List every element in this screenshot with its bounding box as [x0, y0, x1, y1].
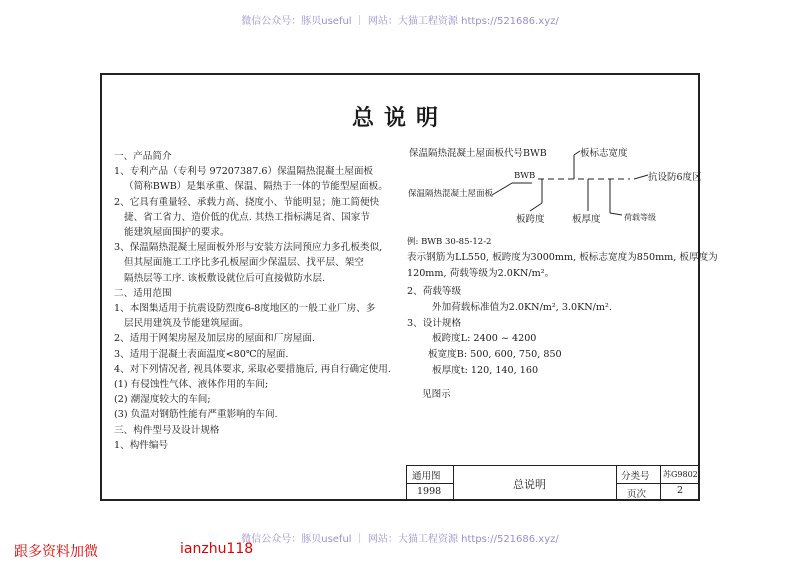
example-line: 120mm, 荷载等级为2.0KN/m²。	[407, 268, 555, 279]
text-line: 捷、省工省力、造价低的优点. 其热工指标满足省、国家节	[124, 211, 370, 223]
text-line: 3、适用于混凝土表面温度<80℃的屋面.	[114, 348, 289, 360]
seismic-label: 抗设防6度区	[648, 172, 702, 183]
promo-left: 跟多资料加微	[14, 544, 98, 560]
bwb-code: BWB	[514, 171, 536, 181]
spec-span: 板跨度L: 2400 ~ 4200	[432, 333, 537, 344]
page-title: 总说明	[351, 105, 448, 131]
atlas-label: 通用图	[412, 471, 441, 482]
text-line: (1) 有侵蚀性气体、液体作用的车间;	[114, 379, 269, 391]
spec-width: 板宽度B: 500, 600, 750, 850	[428, 349, 562, 360]
title-block	[406, 465, 700, 501]
text-line: 1、本图集适用于抗震设防烈度6-8度地区的一般工业厂房、多	[114, 303, 376, 315]
load-label: 荷载等级	[624, 213, 656, 222]
section-heading: 二、适用范围	[114, 287, 172, 299]
category-value: 苏G9802	[663, 470, 698, 479]
section-heading: 一、产品简介	[114, 151, 172, 162]
text-line: (2) 潮湿度较大的车间;	[114, 394, 211, 406]
spec-thickness: 板厚度t: 120, 140, 160	[432, 365, 539, 376]
page-label: 页次	[627, 489, 647, 500]
text-line: 2、它具有重量轻、承载力高、挠度小、节能明显；施工简便快	[114, 196, 380, 208]
text-line: 能建筑屋面围护的要求。	[124, 227, 230, 239]
section-heading: 三、构件型号及设计规格	[114, 424, 220, 436]
text-line: 4、对下列情况者, 视具体要求, 采取必要措施后, 再自行确定使用.	[114, 363, 391, 375]
example-code: 例: BWB 30-85-12-2	[407, 237, 492, 247]
thickness-label: 板厚度	[572, 214, 601, 225]
spec-heading: 3、设计规格	[407, 318, 462, 329]
example-line: 表示钢筋为LL550, 板跨度为3000mm, 板标志宽度为850mm, 板厚度为	[407, 252, 718, 263]
text-line: 隔热层等工序. 该板敷设就位后可直接做防水层.	[124, 272, 326, 284]
text-line: 1、构件编号	[114, 439, 169, 451]
atlas-year: 1998	[417, 486, 442, 497]
drawing-sheet	[100, 73, 718, 501]
span-label: 板跨度	[516, 214, 545, 225]
text-line: 但其屋面施工工序比多孔板屋面少保温层、找平层、架空	[124, 257, 364, 269]
watermark-top: 微信公众号：豚贝useful ｜ 网站：大猫工程资源 https://521686.xyz/	[241, 16, 559, 27]
text-line: 层民用建筑及节能建筑屋面。	[124, 318, 249, 330]
see-figure: 见图示	[422, 389, 451, 400]
load-heading: 2、荷载等级	[407, 286, 462, 297]
page-value: 2	[677, 485, 684, 496]
width-label: 板标志宽度	[580, 148, 628, 159]
category-label: 分类号	[621, 471, 650, 482]
watermark-bottom: 微信公众号：豚贝useful ｜ 网站：大猫工程资源 https://521686.xyz/	[241, 534, 559, 545]
text-line: 2、适用于网架房屋及加层房的屋面和厂房屋面.	[114, 333, 316, 345]
text-line: 3、保温隔热混凝土屋面板外形与安装方法同预应力多孔板类似,	[114, 242, 383, 254]
text-line: 1、专利产品（专利号 97207387.6）保温隔热混凝土屋面板	[114, 166, 374, 178]
panel-label: 保温隔热混凝土屋面板	[408, 189, 494, 199]
code-heading: 保温隔热混凝土屋面板代号BWB	[409, 148, 547, 159]
drawing-name: 总说明	[513, 478, 546, 491]
text-line: (3) 负温对钢筋性能有严重影响的车间.	[114, 409, 278, 421]
text-line: （简称BWB）是集承重、保温、隔热于一体的节能型屋面板。	[124, 181, 388, 193]
load-text: 外加荷载标准值为2.0KN/m², 3.0KN/m².	[432, 302, 612, 313]
code-diagram	[102, 75, 702, 503]
promo-right: ianzhu118	[180, 541, 254, 557]
